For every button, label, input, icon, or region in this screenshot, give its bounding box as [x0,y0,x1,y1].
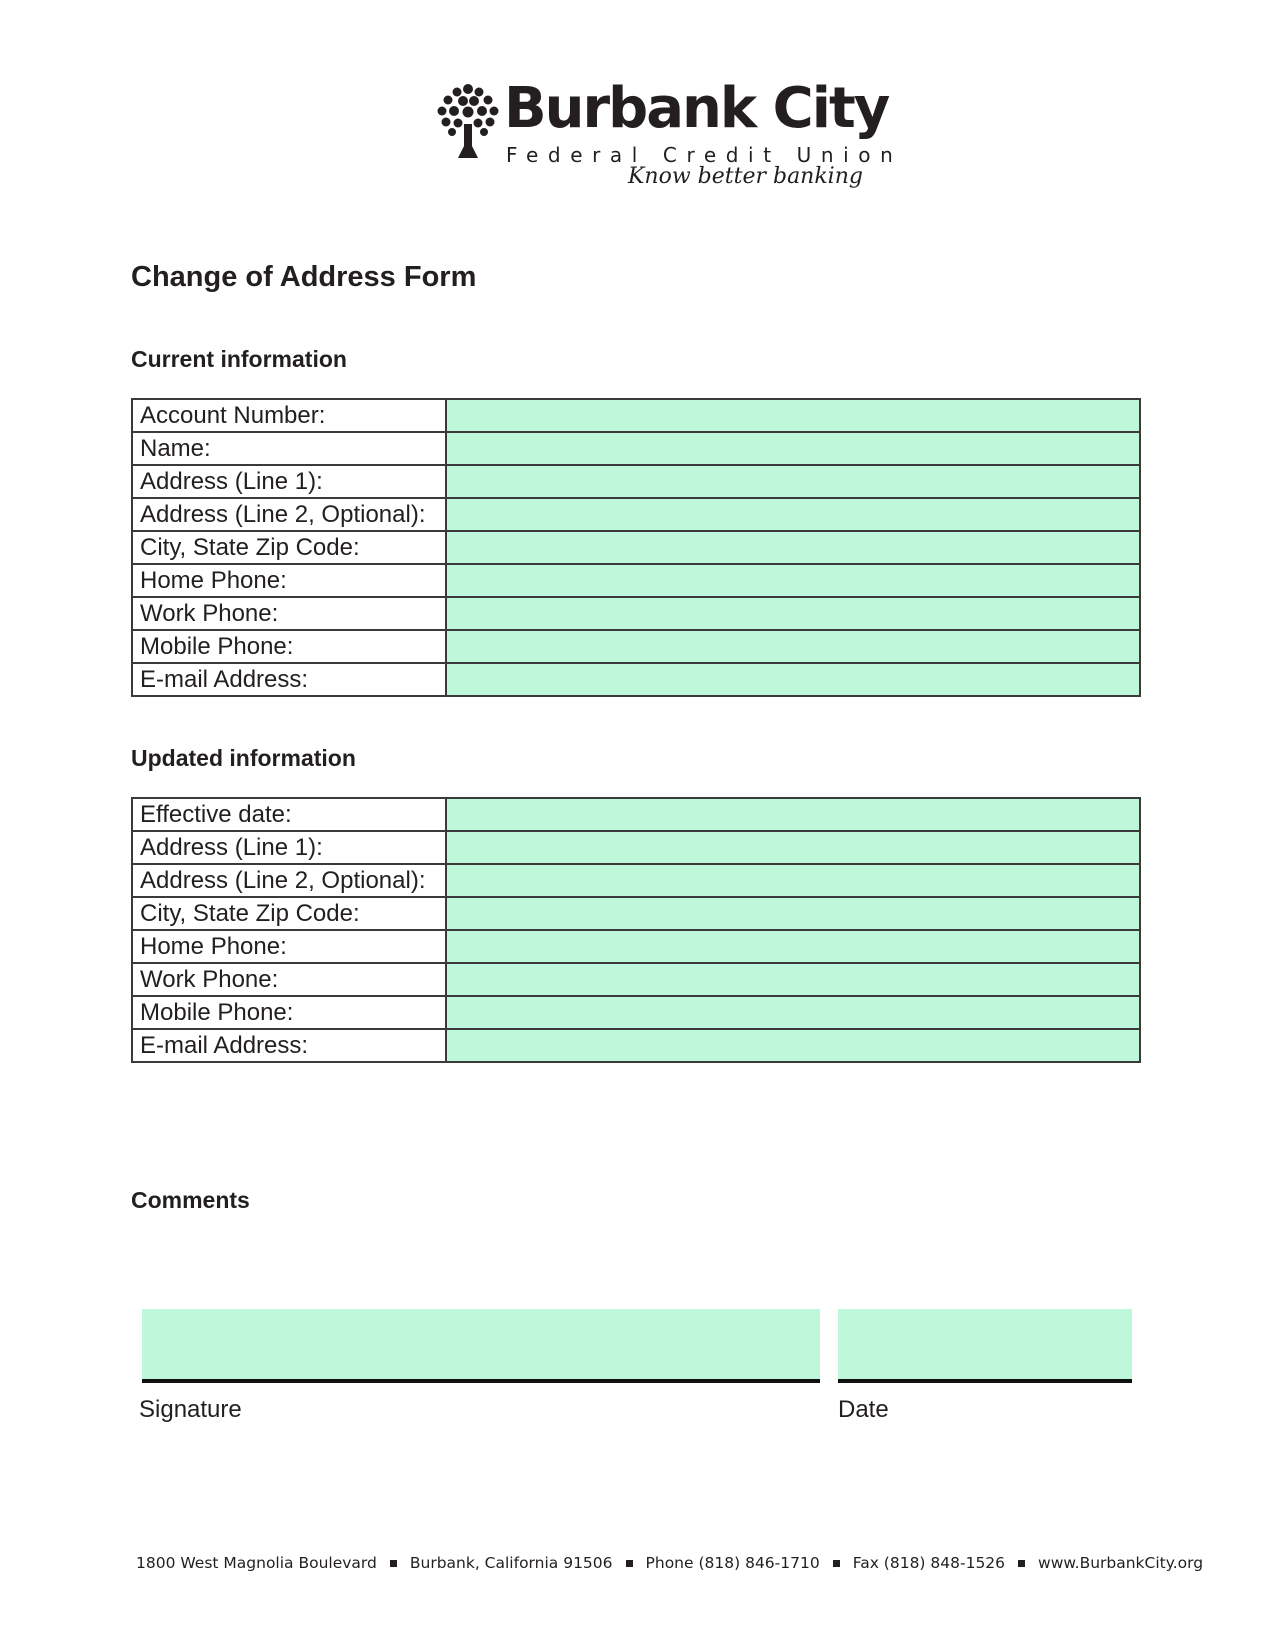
separator-square-icon [626,1560,633,1567]
table-row [132,798,1140,831]
footer-phone: Phone (818) 846-1710 [645,1554,820,1572]
current-address-line1-field[interactable] [446,465,1140,498]
effective-date-field[interactable] [446,798,1140,831]
table-row [132,897,1140,930]
new-email-field[interactable] [446,1029,1140,1062]
footer-city: Burbank, California 91506 [409,1554,613,1572]
logo-subname: Federal Credit Union [506,143,903,167]
table-row [132,498,1140,531]
field-label: Mobile Phone: [132,630,446,663]
new-mobile-phone-field[interactable] [446,996,1140,1029]
table-row [132,630,1140,663]
updated-info-table [131,797,1141,1063]
logo-name: Burbank City [504,76,889,141]
account-number-field[interactable] [446,399,1140,432]
field-label: E-mail Address: [132,1029,446,1062]
field-label: City, State Zip Code: [132,531,446,564]
signature-field[interactable] [142,1309,820,1383]
field-label: Address (Line 1): [132,831,446,864]
table-row [132,465,1140,498]
current-mobile-phone-field[interactable] [446,630,1140,663]
table-row [132,663,1140,696]
current-email-field[interactable] [446,663,1140,696]
name-field[interactable] [446,432,1140,465]
table-row [132,531,1140,564]
footer-address: 1800 West Magnolia Boulevard [136,1554,377,1572]
table-row [132,597,1140,630]
table-row [132,864,1140,897]
field-label: Account Number: [132,399,446,432]
footer-fax: Fax (818) 848-1526 [852,1554,1006,1572]
logo-tagline: Know better banking [628,164,863,189]
separator-square-icon [1018,1560,1025,1567]
footer-website[interactable]: www.BurbankCity.org [1038,1554,1204,1572]
table-row [132,996,1140,1029]
current-work-phone-field[interactable] [446,597,1140,630]
current-info-heading: Current information [131,346,347,372]
table-row [132,963,1140,996]
signature-label: Signature [139,1396,242,1423]
page-title: Change of Address Form [131,261,477,293]
table-row [132,564,1140,597]
field-label: City, State Zip Code: [132,897,446,930]
current-address-line2-field[interactable] [446,498,1140,531]
current-city-state-zip-field[interactable] [446,531,1140,564]
field-label: Effective date: [132,798,446,831]
new-home-phone-field[interactable] [446,930,1140,963]
new-city-state-zip-field[interactable] [446,897,1140,930]
field-label: Mobile Phone: [132,996,446,1029]
tree-icon [436,82,500,162]
table-row [132,1029,1140,1062]
date-label: Date [838,1396,889,1423]
logo [436,76,903,194]
field-label: Home Phone: [132,930,446,963]
current-home-phone-field[interactable] [446,564,1140,597]
current-info-table [131,398,1141,697]
field-label: Address (Line 2, Optional): [132,864,446,897]
date-field[interactable] [838,1309,1132,1383]
new-address-line2-field[interactable] [446,864,1140,897]
new-address-line1-field[interactable] [446,831,1140,864]
field-label: Address (Line 2, Optional): [132,498,446,531]
field-label: Address (Line 1): [132,465,446,498]
updated-info-heading: Updated information [131,745,356,771]
table-row [132,831,1140,864]
table-row [132,930,1140,963]
field-label: Work Phone: [132,597,446,630]
footer [136,1554,1203,1572]
field-label: Work Phone: [132,963,446,996]
table-row [132,399,1140,432]
new-work-phone-field[interactable] [446,963,1140,996]
separator-square-icon [833,1560,840,1567]
field-label: E-mail Address: [132,663,446,696]
comments-heading: Comments [131,1187,250,1213]
field-label: Home Phone: [132,564,446,597]
field-label: Name: [132,432,446,465]
table-row [132,432,1140,465]
separator-square-icon [390,1560,397,1567]
